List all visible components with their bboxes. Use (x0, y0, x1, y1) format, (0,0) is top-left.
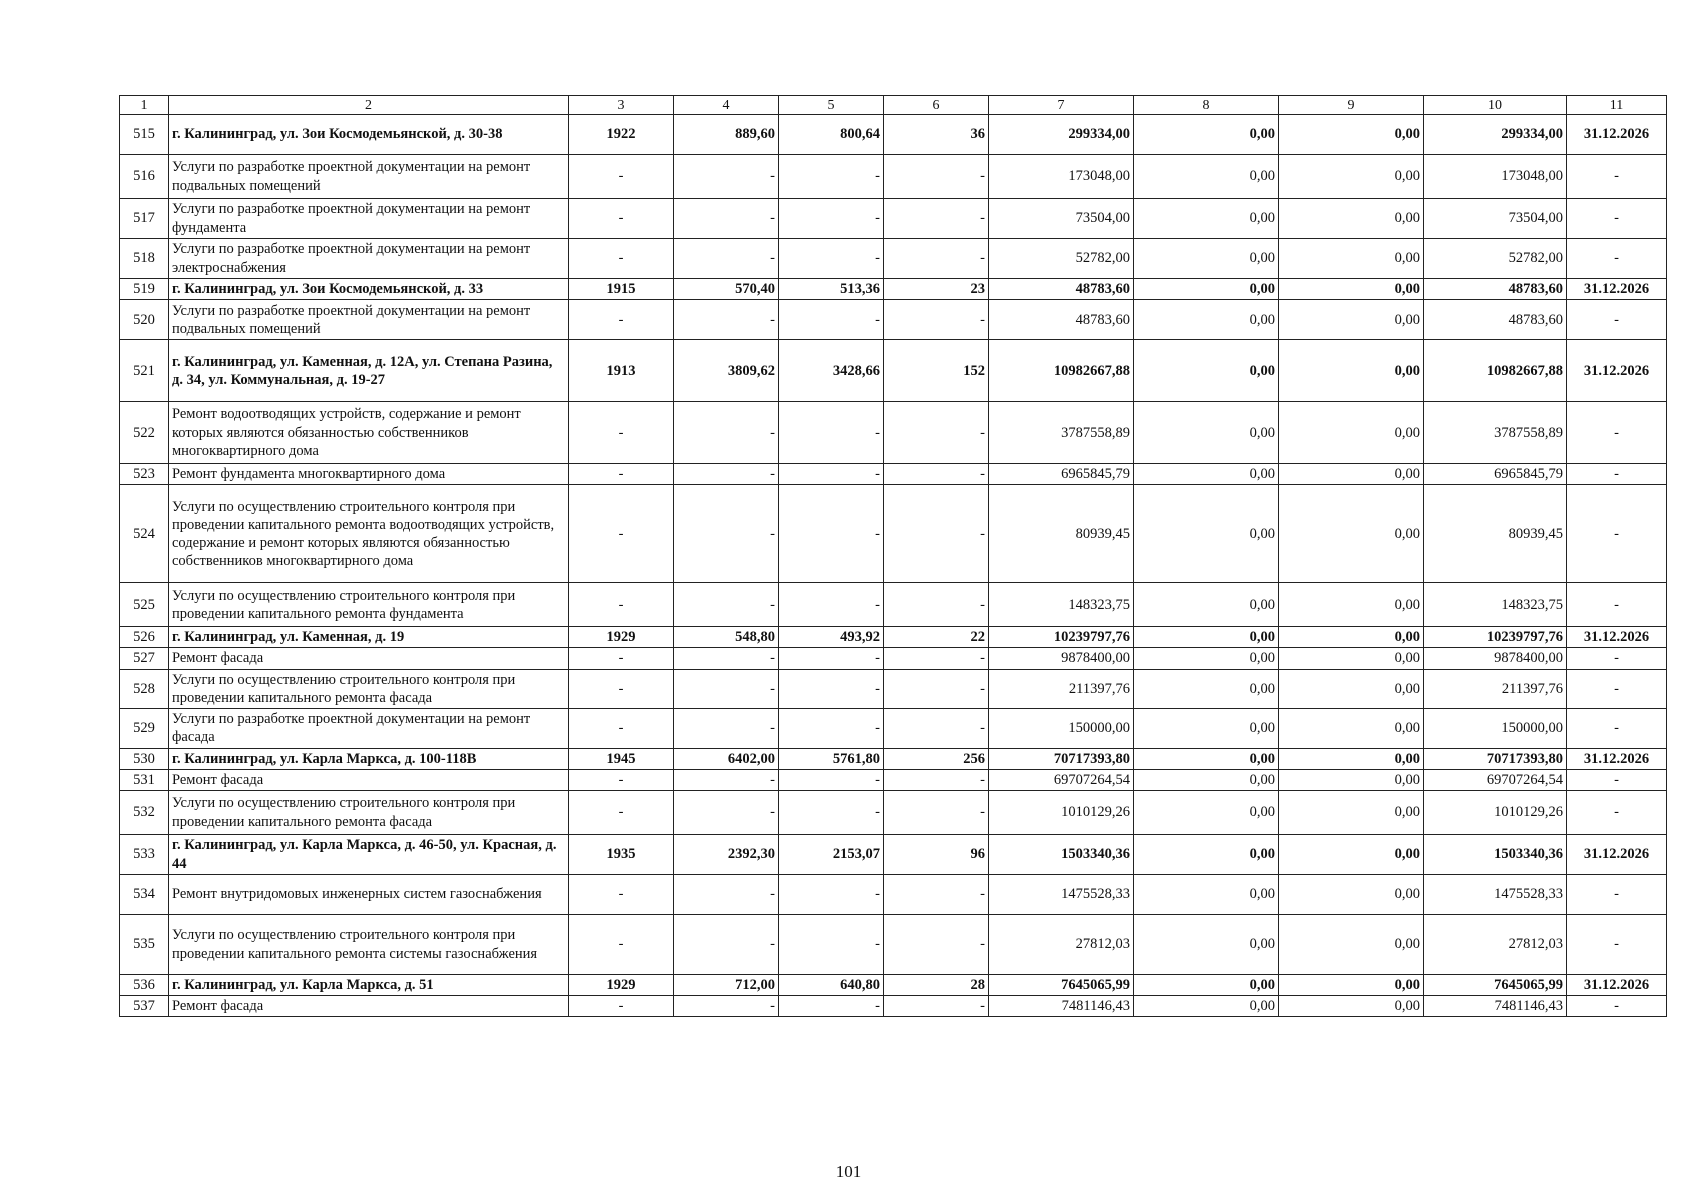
column-number-header: 2 (169, 96, 569, 115)
col4-cell: - (674, 199, 779, 239)
work-description: Ремонт фасада (169, 648, 569, 669)
work-description: Ремонт внутридомовых инженерных систем газоснабжения (169, 875, 569, 915)
year-cell: - (569, 791, 674, 835)
deadline-cell: - (1567, 915, 1667, 975)
col8-cell: 0,00 (1134, 791, 1279, 835)
col4-cell: - (674, 996, 779, 1017)
table-row (120, 115, 1667, 155)
col9-cell: 0,00 (1279, 155, 1424, 199)
col6-cell: 23 (884, 279, 989, 300)
col5-cell: - (779, 708, 884, 748)
col9-cell: 0,00 (1279, 835, 1424, 875)
col10-cell: 9878400,00 (1424, 648, 1567, 669)
col4-cell: - (674, 239, 779, 279)
col6-cell: 22 (884, 627, 989, 648)
col9-cell: 0,00 (1279, 115, 1424, 155)
table-row (120, 669, 1667, 708)
col6-cell: - (884, 996, 989, 1017)
year-cell: 1935 (569, 835, 674, 875)
deadline-cell: 31.12.2026 (1567, 748, 1667, 769)
deadline-cell: 31.12.2026 (1567, 340, 1667, 402)
table-row (120, 748, 1667, 769)
col9-cell: 0,00 (1279, 708, 1424, 748)
col4-cell: - (674, 583, 779, 627)
year-cell: - (569, 199, 674, 239)
table-row (120, 155, 1667, 199)
row-number: 533 (120, 835, 169, 875)
col8-cell: 0,00 (1134, 975, 1279, 996)
total-cost-cell: 3787558,89 (989, 402, 1134, 464)
col4-cell: - (674, 791, 779, 835)
col6-cell: - (884, 669, 989, 708)
col10-cell: 80939,45 (1424, 485, 1567, 583)
column-number-header: 8 (1134, 96, 1279, 115)
column-number-header: 3 (569, 96, 674, 115)
total-cost-cell: 299334,00 (989, 115, 1134, 155)
row-number: 526 (120, 627, 169, 648)
total-cost-cell: 1010129,26 (989, 791, 1134, 835)
col9-cell: 0,00 (1279, 340, 1424, 402)
col4-cell: 548,80 (674, 627, 779, 648)
col4-cell: 3809,62 (674, 340, 779, 402)
deadline-cell: 31.12.2026 (1567, 975, 1667, 996)
col10-cell: 299334,00 (1424, 115, 1567, 155)
deadline-cell: - (1567, 300, 1667, 340)
col4-cell: 2392,30 (674, 835, 779, 875)
work-description: Услуги по разработке проектной документации на ремонт электроснабжения (169, 239, 569, 279)
col10-cell: 48783,60 (1424, 279, 1567, 300)
table-row (120, 996, 1667, 1017)
row-number: 521 (120, 340, 169, 402)
year-cell: - (569, 648, 674, 669)
col4-cell: 570,40 (674, 279, 779, 300)
table-row (120, 791, 1667, 835)
year-cell: - (569, 239, 674, 279)
total-cost-cell: 6965845,79 (989, 464, 1134, 485)
work-description: Услуги по осуществлению строительного контроля при проведении капитального ремонта фундамента (169, 583, 569, 627)
col5-cell: - (779, 199, 884, 239)
col4-cell: - (674, 155, 779, 199)
col9-cell: 0,00 (1279, 791, 1424, 835)
row-number: 524 (120, 485, 169, 583)
col4-cell: - (674, 708, 779, 748)
year-cell: 1913 (569, 340, 674, 402)
col8-cell: 0,00 (1134, 627, 1279, 648)
col8-cell: 0,00 (1134, 648, 1279, 669)
col6-cell: - (884, 239, 989, 279)
col6-cell: 36 (884, 115, 989, 155)
total-cost-cell: 73504,00 (989, 199, 1134, 239)
total-cost-cell: 173048,00 (989, 155, 1134, 199)
table-row (120, 279, 1667, 300)
col10-cell: 73504,00 (1424, 199, 1567, 239)
work-description: г. Калининград, ул. Карла Маркса, д. 100-118В (169, 748, 569, 769)
row-number: 518 (120, 239, 169, 279)
col5-cell: - (779, 648, 884, 669)
col8-cell: 0,00 (1134, 402, 1279, 464)
work-description: г. Калининград, ул. Карла Маркса, д. 51 (169, 975, 569, 996)
col10-cell: 70717393,80 (1424, 748, 1567, 769)
col9-cell: 0,00 (1279, 875, 1424, 915)
work-description: Услуги по разработке проектной документации на ремонт фасада (169, 708, 569, 748)
col4-cell: - (674, 875, 779, 915)
deadline-cell: 31.12.2026 (1567, 279, 1667, 300)
deadline-cell: 31.12.2026 (1567, 835, 1667, 875)
deadline-cell: - (1567, 583, 1667, 627)
row-number: 523 (120, 464, 169, 485)
row-number: 527 (120, 648, 169, 669)
col10-cell: 3787558,89 (1424, 402, 1567, 464)
column-number-header: 10 (1424, 96, 1567, 115)
col6-cell: - (884, 875, 989, 915)
col8-cell: 0,00 (1134, 239, 1279, 279)
year-cell: 1915 (569, 279, 674, 300)
column-number-header: 7 (989, 96, 1134, 115)
col8-cell: 0,00 (1134, 115, 1279, 155)
col9-cell: 0,00 (1279, 485, 1424, 583)
col5-cell: 800,64 (779, 115, 884, 155)
work-description: Услуги по осуществлению строительного контроля при проведении капитального ремонта фасада (169, 791, 569, 835)
table-row (120, 875, 1667, 915)
col6-cell: 152 (884, 340, 989, 402)
total-cost-cell: 7481146,43 (989, 996, 1134, 1017)
row-number: 520 (120, 300, 169, 340)
total-cost-cell: 9878400,00 (989, 648, 1134, 669)
col10-cell: 150000,00 (1424, 708, 1567, 748)
total-cost-cell: 10239797,76 (989, 627, 1134, 648)
total-cost-cell: 211397,76 (989, 669, 1134, 708)
work-description: г. Калининград, ул. Зои Космодемьянской, д. 33 (169, 279, 569, 300)
row-number: 528 (120, 669, 169, 708)
table-row (120, 402, 1667, 464)
work-description: г. Калининград, ул. Зои Космодемьянской, д. 30-38 (169, 115, 569, 155)
col4-cell: - (674, 648, 779, 669)
col8-cell: 0,00 (1134, 300, 1279, 340)
col5-cell: 640,80 (779, 975, 884, 996)
col4-cell: - (674, 300, 779, 340)
year-cell: - (569, 708, 674, 748)
page-number: 101 (835, 1162, 862, 1181)
col4-cell: - (674, 669, 779, 708)
year-cell: - (569, 155, 674, 199)
col9-cell: 0,00 (1279, 300, 1424, 340)
col9-cell: 0,00 (1279, 239, 1424, 279)
deadline-cell: - (1567, 464, 1667, 485)
col9-cell: 0,00 (1279, 279, 1424, 300)
capital-repair-table (119, 95, 1667, 1017)
col5-cell: - (779, 669, 884, 708)
col6-cell: - (884, 485, 989, 583)
table-row (120, 300, 1667, 340)
col9-cell: 0,00 (1279, 627, 1424, 648)
col10-cell: 48783,60 (1424, 300, 1567, 340)
year-cell: - (569, 996, 674, 1017)
work-description: Ремонт водоотводящих устройств, содержание и ремонт которых являются обязанностью собственников многоквартирного дома (169, 402, 569, 464)
col10-cell: 1010129,26 (1424, 791, 1567, 835)
col8-cell: 0,00 (1134, 996, 1279, 1017)
row-number: 534 (120, 875, 169, 915)
work-description: Ремонт фундамента многоквартирного дома (169, 464, 569, 485)
year-cell: 1922 (569, 115, 674, 155)
row-number: 517 (120, 199, 169, 239)
row-number: 519 (120, 279, 169, 300)
col8-cell: 0,00 (1134, 669, 1279, 708)
work-description: Услуги по разработке проектной документации на ремонт подвальных помещений (169, 155, 569, 199)
col5-cell: - (779, 485, 884, 583)
col8-cell: 0,00 (1134, 915, 1279, 975)
work-description: Услуги по осуществлению строительного контроля при проведении капитального ремонта водоотводящих устройств, содержание и ремонт которых являются обязанностью собственников многоквартирного дома (169, 485, 569, 583)
col5-cell: 5761,80 (779, 748, 884, 769)
total-cost-cell: 52782,00 (989, 239, 1134, 279)
col8-cell: 0,00 (1134, 464, 1279, 485)
col6-cell: - (884, 402, 989, 464)
deadline-cell: - (1567, 239, 1667, 279)
col9-cell: 0,00 (1279, 583, 1424, 627)
col10-cell: 1503340,36 (1424, 835, 1567, 875)
col5-cell: - (779, 464, 884, 485)
col9-cell: 0,00 (1279, 669, 1424, 708)
total-cost-cell: 48783,60 (989, 300, 1134, 340)
table-row (120, 239, 1667, 279)
col10-cell: 52782,00 (1424, 239, 1567, 279)
column-number-header: 1 (120, 96, 169, 115)
col8-cell: 0,00 (1134, 835, 1279, 875)
col6-cell: 28 (884, 975, 989, 996)
col4-cell: - (674, 464, 779, 485)
total-cost-cell: 69707264,54 (989, 769, 1134, 790)
total-cost-cell: 70717393,80 (989, 748, 1134, 769)
col8-cell: 0,00 (1134, 485, 1279, 583)
work-description: Услуги по разработке проектной документации на ремонт фундамента (169, 199, 569, 239)
col6-cell: - (884, 464, 989, 485)
column-number-header: 11 (1567, 96, 1667, 115)
total-cost-cell: 150000,00 (989, 708, 1134, 748)
year-cell: - (569, 402, 674, 464)
deadline-cell: - (1567, 402, 1667, 464)
col8-cell: 0,00 (1134, 340, 1279, 402)
table-row (120, 340, 1667, 402)
table-row (120, 627, 1667, 648)
table-row (120, 199, 1667, 239)
row-number: 537 (120, 996, 169, 1017)
table-row (120, 708, 1667, 748)
row-number: 536 (120, 975, 169, 996)
col9-cell: 0,00 (1279, 915, 1424, 975)
deadline-cell: - (1567, 669, 1667, 708)
col5-cell: 3428,66 (779, 340, 884, 402)
year-cell: - (569, 669, 674, 708)
col10-cell: 1475528,33 (1424, 875, 1567, 915)
col5-cell: - (779, 791, 884, 835)
column-number-header: 4 (674, 96, 779, 115)
col6-cell: - (884, 648, 989, 669)
deadline-cell: 31.12.2026 (1567, 627, 1667, 648)
col10-cell: 7481146,43 (1424, 996, 1567, 1017)
table-row (120, 648, 1667, 669)
col8-cell: 0,00 (1134, 769, 1279, 790)
column-number-header: 9 (1279, 96, 1424, 115)
table-row (120, 485, 1667, 583)
row-number: 525 (120, 583, 169, 627)
col8-cell: 0,00 (1134, 155, 1279, 199)
year-cell: - (569, 915, 674, 975)
table-row (120, 769, 1667, 790)
col5-cell: - (779, 769, 884, 790)
col10-cell: 10982667,88 (1424, 340, 1567, 402)
col4-cell: - (674, 915, 779, 975)
work-description: Услуги по осуществлению строительного контроля при проведении капитального ремонта системы газоснабжения (169, 915, 569, 975)
col10-cell: 69707264,54 (1424, 769, 1567, 790)
year-cell: - (569, 769, 674, 790)
total-cost-cell: 27812,03 (989, 915, 1134, 975)
col8-cell: 0,00 (1134, 708, 1279, 748)
total-cost-cell: 1503340,36 (989, 835, 1134, 875)
deadline-cell: - (1567, 485, 1667, 583)
col5-cell: - (779, 239, 884, 279)
year-cell: 1945 (569, 748, 674, 769)
row-number: 535 (120, 915, 169, 975)
col6-cell: - (884, 769, 989, 790)
work-description: Ремонт фасада (169, 769, 569, 790)
col4-cell: - (674, 485, 779, 583)
row-number: 531 (120, 769, 169, 790)
col5-cell: - (779, 300, 884, 340)
col9-cell: 0,00 (1279, 464, 1424, 485)
col5-cell: - (779, 996, 884, 1017)
col4-cell: - (674, 402, 779, 464)
year-cell: - (569, 583, 674, 627)
col9-cell: 0,00 (1279, 975, 1424, 996)
col6-cell: - (884, 300, 989, 340)
col5-cell: 513,36 (779, 279, 884, 300)
col6-cell: - (884, 199, 989, 239)
col10-cell: 173048,00 (1424, 155, 1567, 199)
deadline-cell: - (1567, 791, 1667, 835)
deadline-cell: 31.12.2026 (1567, 115, 1667, 155)
deadline-cell: - (1567, 199, 1667, 239)
total-cost-cell: 80939,45 (989, 485, 1134, 583)
row-number: 522 (120, 402, 169, 464)
table-row (120, 464, 1667, 485)
total-cost-cell: 48783,60 (989, 279, 1134, 300)
col5-cell: - (779, 402, 884, 464)
col10-cell: 148323,75 (1424, 583, 1567, 627)
deadline-cell: - (1567, 769, 1667, 790)
work-description: Услуги по разработке проектной документации на ремонт подвальных помещений (169, 300, 569, 340)
col8-cell: 0,00 (1134, 875, 1279, 915)
deadline-cell: - (1567, 996, 1667, 1017)
col5-cell: 2153,07 (779, 835, 884, 875)
col10-cell: 27812,03 (1424, 915, 1567, 975)
col6-cell: - (884, 155, 989, 199)
col9-cell: 0,00 (1279, 199, 1424, 239)
total-cost-cell: 148323,75 (989, 583, 1134, 627)
column-number-row (120, 96, 1667, 115)
col10-cell: 211397,76 (1424, 669, 1567, 708)
column-number-header: 6 (884, 96, 989, 115)
col8-cell: 0,00 (1134, 748, 1279, 769)
col6-cell: 96 (884, 835, 989, 875)
table-row (120, 975, 1667, 996)
deadline-cell: - (1567, 708, 1667, 748)
table-row (120, 915, 1667, 975)
year-cell: - (569, 464, 674, 485)
work-description: Ремонт фасада (169, 996, 569, 1017)
col6-cell: 256 (884, 748, 989, 769)
col9-cell: 0,00 (1279, 648, 1424, 669)
col5-cell: 493,92 (779, 627, 884, 648)
total-cost-cell: 7645065,99 (989, 975, 1134, 996)
col5-cell: - (779, 875, 884, 915)
year-cell: 1929 (569, 975, 674, 996)
work-description: г. Калининград, ул. Карла Маркса, д. 46-50, ул. Красная, д. 44 (169, 835, 569, 875)
row-number: 516 (120, 155, 169, 199)
col5-cell: - (779, 155, 884, 199)
row-number: 515 (120, 115, 169, 155)
col10-cell: 10239797,76 (1424, 627, 1567, 648)
table-row (120, 583, 1667, 627)
col9-cell: 0,00 (1279, 748, 1424, 769)
col8-cell: 0,00 (1134, 279, 1279, 300)
deadline-cell: - (1567, 648, 1667, 669)
col4-cell: 712,00 (674, 975, 779, 996)
col8-cell: 0,00 (1134, 199, 1279, 239)
col6-cell: - (884, 915, 989, 975)
total-cost-cell: 10982667,88 (989, 340, 1134, 402)
col4-cell: 6402,00 (674, 748, 779, 769)
col4-cell: - (674, 769, 779, 790)
work-description: Услуги по осуществлению строительного контроля при проведении капитального ремонта фасада (169, 669, 569, 708)
column-number-header: 5 (779, 96, 884, 115)
total-cost-cell: 1475528,33 (989, 875, 1134, 915)
col4-cell: 889,60 (674, 115, 779, 155)
col10-cell: 7645065,99 (1424, 975, 1567, 996)
year-cell: 1929 (569, 627, 674, 648)
col6-cell: - (884, 583, 989, 627)
col9-cell: 0,00 (1279, 402, 1424, 464)
col10-cell: 6965845,79 (1424, 464, 1567, 485)
table-row (120, 835, 1667, 875)
year-cell: - (569, 485, 674, 583)
deadline-cell: - (1567, 875, 1667, 915)
work-description: г. Калининград, ул. Каменная, д. 19 (169, 627, 569, 648)
work-description: г. Калининград, ул. Каменная, д. 12А, ул. Степана Разина, д. 34, ул. Коммунальная, д. 19-27 (169, 340, 569, 402)
col6-cell: - (884, 708, 989, 748)
deadline-cell: - (1567, 155, 1667, 199)
col9-cell: 0,00 (1279, 769, 1424, 790)
row-number: 532 (120, 791, 169, 835)
col8-cell: 0,00 (1134, 583, 1279, 627)
col5-cell: - (779, 915, 884, 975)
row-number: 530 (120, 748, 169, 769)
col9-cell: 0,00 (1279, 996, 1424, 1017)
row-number: 529 (120, 708, 169, 748)
col6-cell: - (884, 791, 989, 835)
col5-cell: - (779, 583, 884, 627)
year-cell: - (569, 875, 674, 915)
year-cell: - (569, 300, 674, 340)
